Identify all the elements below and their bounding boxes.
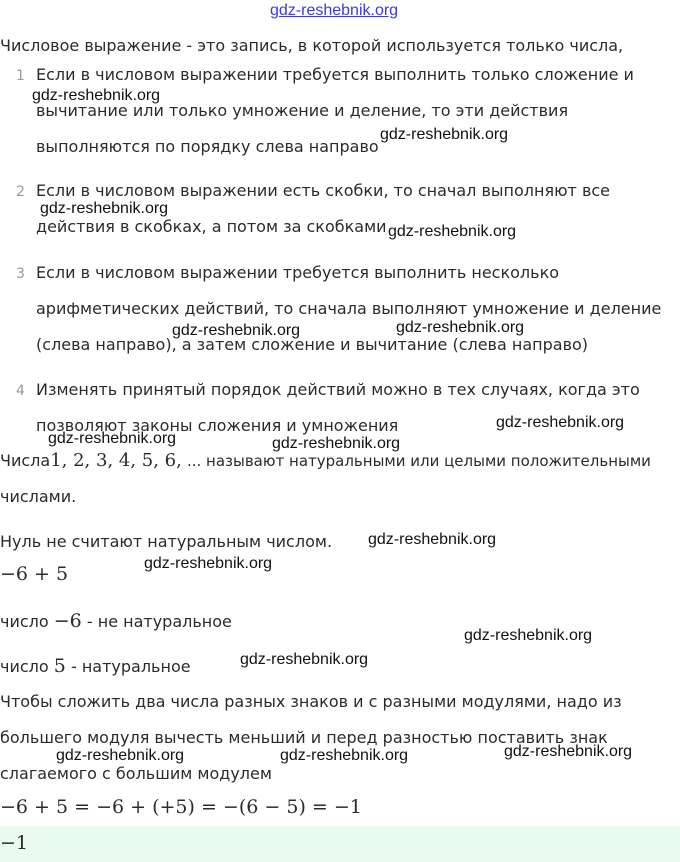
number-1-value: −6 — [53, 610, 82, 632]
solution: −6 + 5 = −6 + (+5) = −(6 − 5) = −1 — [0, 796, 362, 818]
watermark: gdz-reshebnik.org — [40, 200, 169, 217]
watermark: gdz-reshebnik.org — [48, 430, 177, 447]
rule-1-number: 1 — [16, 68, 25, 84]
expression: −6 + 5 — [0, 563, 69, 585]
sign-rule-line-1: Чтобы сложить два числа разных знаков и с разными модулями, надо из — [0, 692, 622, 711]
watermark-top[interactable]: gdz-reshebnik.org — [270, 2, 399, 19]
rule-3-line-1: Если в числовом выражении требуется выполнить несколько — [36, 263, 560, 282]
number-2-line — [0, 655, 191, 677]
watermark: gdz-reshebnik.org — [496, 414, 625, 431]
rule-1-line-1: Если в числовом выражении требуется выполнить только сложение и — [36, 65, 634, 84]
watermark: gdz-reshebnik.org — [504, 743, 633, 760]
watermark: gdz-reshebnik.org — [172, 322, 301, 339]
rule-2-line-2: действия в скобках, а потом за скобками — [36, 217, 387, 236]
number-2-prefix: число — [0, 657, 49, 676]
rule-2-line-1: Если в числовом выражении есть скобки, то сначал выполняют все — [36, 181, 611, 200]
rule-1-line-2: вычитание или только умножение и деление, то эти действия — [36, 101, 569, 120]
sign-rule-line-3: слагаемого с большим модулем — [0, 764, 272, 783]
watermark: gdz-reshebnik.org — [464, 627, 593, 644]
natural-line-2: числами. — [0, 487, 77, 506]
intro-text: Числовое выражение - это запись, в которой используется только числа, — [0, 36, 624, 55]
number-1-line — [0, 610, 232, 632]
natural-numbers-line — [0, 450, 651, 472]
natural-suffix: ... называют натуральными или целыми положительными — [186, 452, 651, 470]
number-1-suffix: - не натуральное — [86, 612, 232, 631]
rule-3-number: 3 — [16, 266, 25, 282]
rule-3-line-2: арифметических действий, то сначала выполняют умножение и деление — [36, 299, 662, 318]
watermark: gdz-reshebnik.org — [396, 319, 525, 336]
answer: −1 — [0, 832, 29, 854]
rule-4-number: 4 — [16, 383, 25, 399]
rule-4-line-2: позволяют законы сложения и умножения — [36, 416, 399, 435]
watermark: gdz-reshebnik.org — [32, 87, 161, 104]
watermark: gdz-reshebnik.org — [368, 531, 497, 548]
rule-4-line-1: Изменять принятый порядок действий можно в тех случаях, когда это — [36, 380, 640, 399]
rule-3-line-3: (слева направо), а затем сложение и вычитание (слева направо) — [36, 335, 589, 354]
watermark: gdz-reshebnik.org — [272, 435, 401, 452]
answer-box — [0, 826, 680, 862]
watermark: gdz-reshebnik.org — [388, 223, 517, 240]
natural-prefix: Числа — [0, 451, 51, 470]
watermark: gdz-reshebnik.org — [240, 651, 369, 668]
natural-number-list: 1, 2, 3, 4, 5, 6, — [50, 450, 182, 471]
watermark: gdz-reshebnik.org — [280, 747, 409, 764]
number-2-suffix: - натуральное — [70, 657, 191, 676]
watermark: gdz-reshebnik.org — [56, 747, 185, 764]
zero-note: Нуль не считают натуральным числом. — [0, 532, 333, 551]
number-1-prefix: число — [0, 612, 49, 631]
rule-1-line-3: выполняются по порядку слева направо — [36, 137, 379, 156]
sign-rule-line-2: большего модуля вычесть меньший и перед разностью поставить знак — [0, 728, 608, 747]
watermark: gdz-reshebnik.org — [144, 555, 273, 572]
rule-2-number: 2 — [16, 184, 25, 200]
watermark: gdz-reshebnik.org — [380, 126, 509, 143]
number-2-value: 5 — [53, 655, 66, 677]
